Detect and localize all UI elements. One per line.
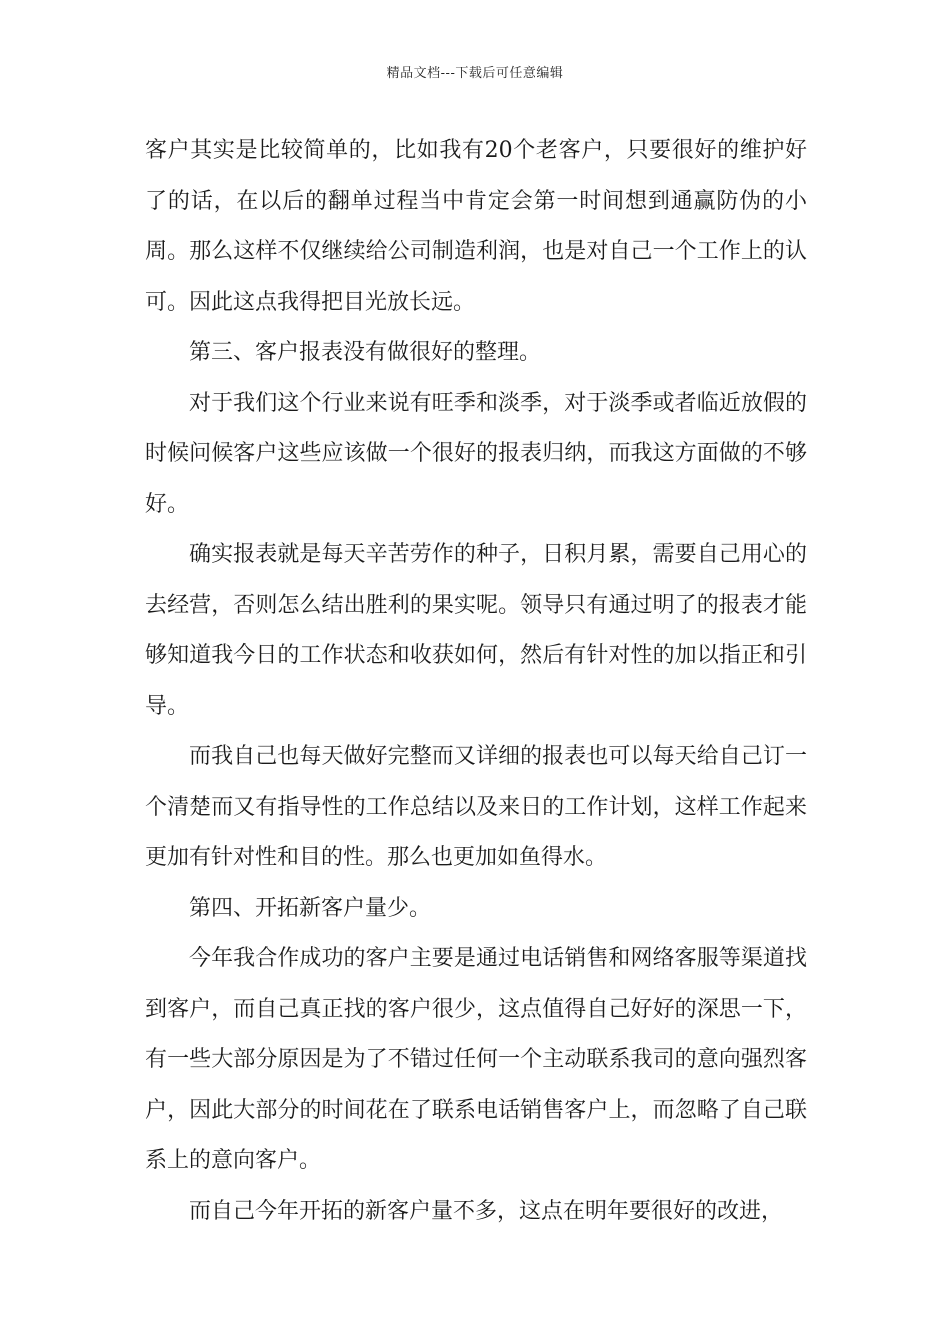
paragraph-season-report: 对于我们这个行业来说有旺季和淡季，对于淡季或者临近放假的时候问候客户这些应该做一个很好的报表归纳，而我这方面做的不够好。	[145, 390, 807, 517]
document-body	[145, 126, 807, 1237]
page-header: 精品文档---下载后可任意编辑	[386, 66, 564, 81]
paragraph-daily-report: 而我自己也每天做好完整而又详细的报表也可以每天给自己订一个清楚而又有指导性的工作总结以及来日的工作计划，这样工作起来更加有针对性和目的性。那么也更加如鱼得水。	[145, 744, 807, 870]
paragraph-report-importance: 确实报表就是每天辛苦劳作的种子，日积月累，需要自己用心的去经营，否则怎么结出胜利的果实呢。领导只有通过明了的报表才能够知道我今日的工作状态和收获如何，然后有针对性的加以指正和引导。	[145, 542, 807, 719]
paragraph-new-clients: 今年我合作成功的客户主要是通过电话销售和网络客服等渠道找到客户，而自己真正找的客户很少，这点值得自己好好的深思一下，有一些大部分原因是为了不错过任何一个主动联系我司的意向强烈客户，因此大部分的时间花在了联系电话销售客户上，而忽略了自己联系上的意向客户。	[145, 946, 807, 1173]
paragraph-improvement: 而自己今年开拓的新客户量不多，这点在明年要很好的改进，	[189, 1198, 784, 1224]
section-heading-4: 第四、开拓新客户量少。	[189, 895, 432, 921]
section-heading-3: 第三、客户报表没有做很好的整理。	[189, 340, 542, 365]
paragraph-intro-continuation: 客户其实是比较简单的，比如我有20个老客户，只要很好的维护好了的话，在以后的翻单过程当中肯定会第一时间想到通赢防伪的小周。那么这样不仅继续给公司制造利润，也是对自己一个工作上的认可。因此这点我得把目光放长远。	[145, 138, 807, 315]
